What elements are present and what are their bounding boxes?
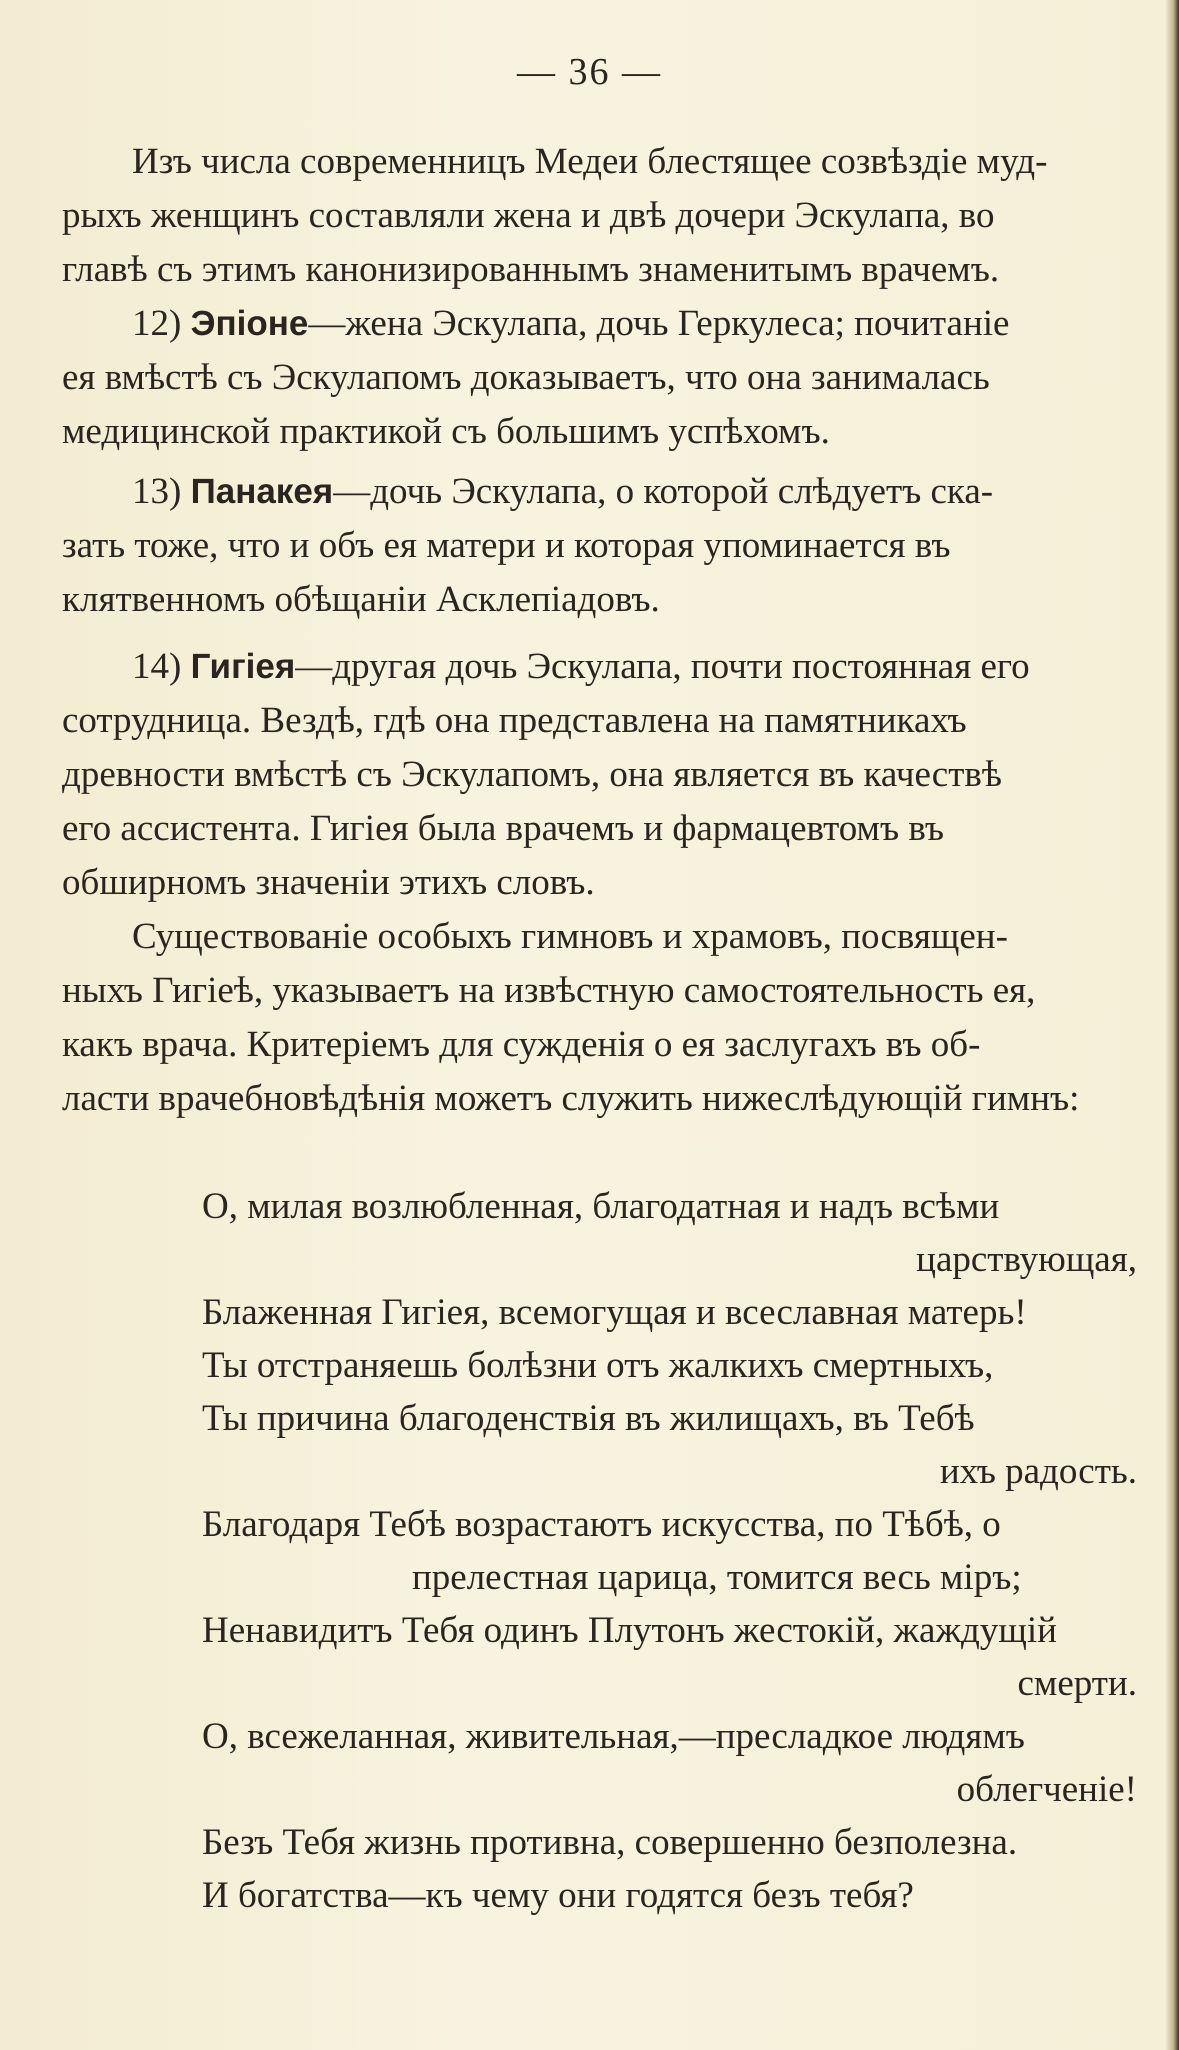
text-line: ея вмѣстѣ съ Эскулапомъ доказываетъ, что она занималась xyxy=(62,357,990,398)
paragraph-3 xyxy=(62,465,1162,627)
text-line: рыхъ женщинъ составляли жена и двѣ дочери Эскулапа, во xyxy=(62,195,995,236)
hymn-line: О, всежеланная, живительная,—пресладкое людямъ xyxy=(202,1716,1025,1757)
text-line: какъ врача. Критеріемъ для сужденія о ея заслугахъ въ об- xyxy=(62,1024,981,1065)
text-line: зать тоже, что и объ ея матери и которая упоминается въ xyxy=(62,525,951,566)
text-line: медицинской практикой съ большимъ успѣхомъ. xyxy=(62,411,830,452)
text-line: сотрудница. Вездѣ, гдѣ она представлена на памятникахъ xyxy=(62,700,967,741)
hymn-line: царствующая, xyxy=(916,1239,1137,1280)
text-line: ныхъ Гигіеѣ, указываетъ на извѣстную самостоятельность ея, xyxy=(62,970,1036,1011)
hymn-line: облегченіе! xyxy=(956,1769,1137,1810)
term-hygieia: Гигіея xyxy=(190,647,296,686)
text-line: главѣ съ этимъ канонизированнымъ знаменитымъ врачемъ. xyxy=(62,249,1000,290)
text-line: ласти врачебновѣдѣнія можетъ служить нижеслѣдующій гимнъ: xyxy=(62,1078,1080,1119)
text-line: 12) Эпіоне—жена Эскулапа, дочь Геркулеса; почитаніе xyxy=(132,303,1010,344)
hymn-line: смерти. xyxy=(1017,1663,1137,1704)
page-number: — 36 — xyxy=(517,51,662,93)
text-line: клятвенномъ обѣщаніи Асклепіадовъ. xyxy=(62,579,660,620)
term-panakeia: Панакея xyxy=(190,472,334,511)
text-line: обширномъ значеніи этихъ словъ. xyxy=(62,862,595,903)
text-line: древности вмѣстѣ съ Эскулапомъ, она является въ качествѣ xyxy=(62,754,1002,795)
hymn-line: Ты отстраняешь болѣзни отъ жалкихъ смертныхъ, xyxy=(202,1345,994,1386)
hymn-line: прелестная царица, томится весь міръ; xyxy=(412,1557,1022,1598)
paragraph-5 xyxy=(62,910,1162,1126)
hymn-line: И богатства—къ чему они годятся безъ тебя? xyxy=(202,1875,914,1916)
text-line: Существованіе особыхъ гимновъ и храмовъ, посвящен- xyxy=(132,916,1008,957)
hymn-line: Благодаря Тебѣ возрастаютъ искусства, по Тѣбѣ, о xyxy=(202,1504,1001,1545)
text-line: 14) Гигіея—другая дочь Эскулапа, почти постоянная его xyxy=(132,646,1030,687)
hymn-line: Ты причина благоденствія въ жилищахъ, въ Тебѣ xyxy=(202,1398,975,1439)
paragraph-1 xyxy=(62,135,1162,297)
paragraph-2 xyxy=(62,297,1162,459)
text-line: 13) Панакея—дочь Эскулапа, о которой слѣдуетъ ска- xyxy=(132,471,994,512)
hymn-line: Безъ Тебя жизнь противна, совершенно безполезна. xyxy=(202,1822,1018,1863)
hymn xyxy=(202,1180,1177,1922)
hymn-line: Блаженная Гигіея, всемогущая и всеславная матерь! xyxy=(202,1292,1027,1333)
paragraph-4 xyxy=(62,640,1162,910)
term-epione: Эпіоне xyxy=(190,304,309,343)
hymn-line: ихъ радость. xyxy=(939,1451,1137,1492)
text-line: его ассистента. Гигіея была врачемъ и фармацевтомъ въ xyxy=(62,808,945,849)
hymn-line: Ненавидитъ Тебя одинъ Плутонъ жестокій, жаждущій xyxy=(202,1610,1057,1651)
text-line: Изъ числа современницъ Медеи блестящее созвѣздіе муд- xyxy=(132,141,1048,182)
hymn-line: О, милая возлюбленная, благодатная и надъ всѣми xyxy=(202,1186,1000,1227)
